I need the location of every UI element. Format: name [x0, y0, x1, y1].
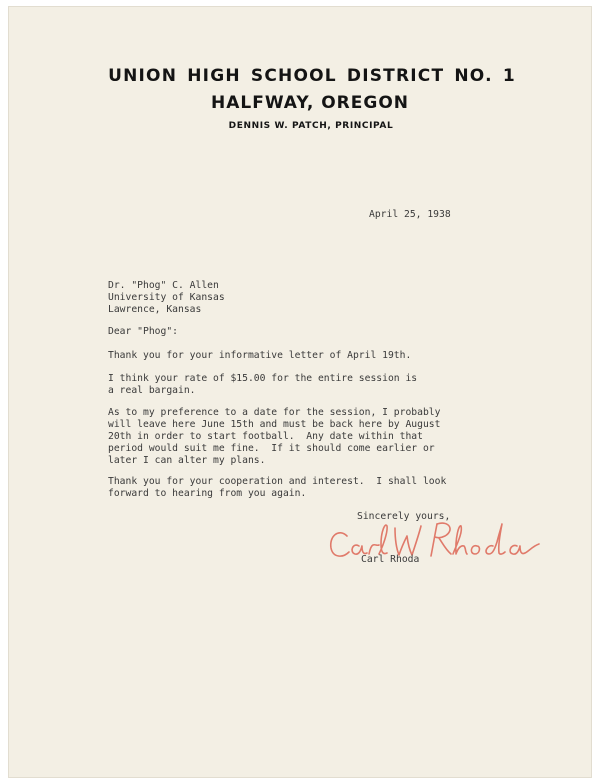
paragraph-1: Thank you for your informative letter of April 19th.	[108, 350, 412, 361]
letterhead-district: UNION HIGH SCHOOL DISTRICT NO. 1	[108, 66, 516, 86]
paragraph-4: Thank you for your cooperation and interest. I shall look forward to hearing from you again.	[108, 476, 447, 499]
recipient-address	[108, 280, 225, 316]
closing: Sincerely yours,	[357, 511, 451, 522]
typed-signature: Carl Rhoda	[361, 554, 420, 565]
salutation: Dear "Phog":	[108, 326, 178, 337]
letterhead-location: HALFWAY, OREGON	[210, 93, 409, 113]
letterhead-principal: DENNIS W. PATCH, PRINCIPAL	[228, 121, 394, 131]
recipient-institution: University of Kansas	[108, 292, 225, 303]
recipient-city: Lawrence, Kansas	[108, 304, 202, 315]
recipient-name: Dr. "Phog" C. Allen	[108, 280, 219, 291]
paragraph-3: As to my preference to a date for the session, I probably will leave here June 15th and must be back here by August 20th in order to start football. Any date within that period would suit me fine. If it should come earlier or later I can alter my plans.	[108, 407, 441, 466]
handwritten-signature	[325, 518, 545, 568]
letter-date: April 25, 1938	[369, 209, 451, 220]
paragraph-2: I think your rate of $15.00 for the entire session is a real bargain.	[108, 373, 418, 396]
